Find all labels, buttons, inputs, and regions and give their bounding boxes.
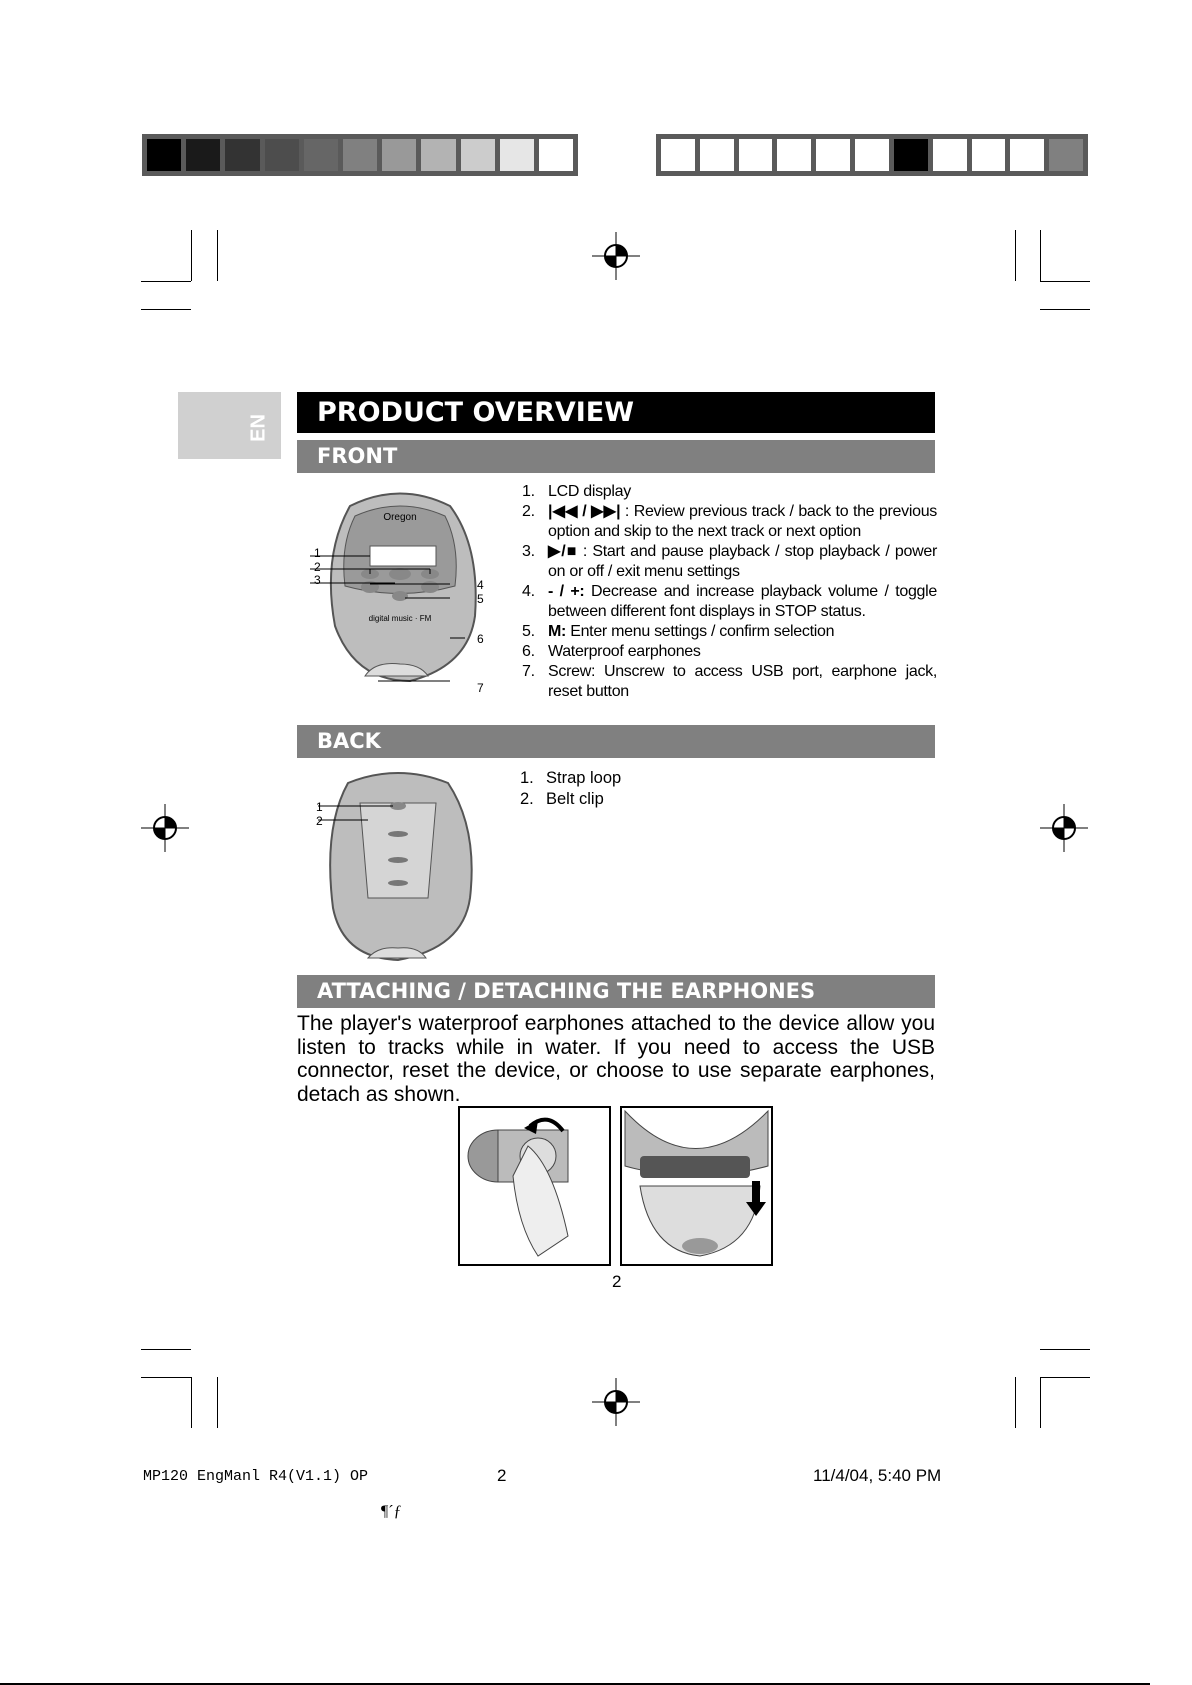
item-key: M: bbox=[548, 623, 567, 640]
list-item bbox=[522, 542, 937, 582]
front-feature-list bbox=[522, 482, 937, 702]
callout-5: 5 bbox=[477, 592, 484, 606]
item-text: : Review previous track / back to the previous option and skip to the next track or next option bbox=[548, 503, 937, 540]
color-swatch bbox=[500, 139, 534, 171]
item-text: Strap loop bbox=[546, 769, 622, 787]
item-key: - / +: bbox=[548, 583, 585, 600]
back-device-illustration bbox=[318, 768, 478, 966]
item-number: 1. bbox=[522, 483, 535, 500]
list-item bbox=[522, 502, 937, 542]
item-text: Enter menu settings / confirm selection bbox=[566, 623, 835, 640]
color-swatch bbox=[972, 139, 1006, 171]
detach-earphone-illustration bbox=[458, 1106, 611, 1266]
color-swatch bbox=[816, 139, 850, 171]
registration-mark-icon bbox=[1038, 802, 1090, 854]
list-item bbox=[522, 482, 937, 502]
open-device-illustration bbox=[620, 1106, 773, 1266]
control-icon: |◀◀ / ▶▶| bbox=[548, 503, 621, 520]
item-number: 2. bbox=[520, 790, 534, 808]
footer-filename: MP120 EngManl R4(V1.1) OP bbox=[143, 1468, 369, 1485]
item-text: Waterproof earphones bbox=[548, 643, 701, 660]
language-tab bbox=[178, 392, 281, 459]
page-title: PRODUCT OVERVIEW bbox=[297, 392, 935, 433]
callout-3: 3 bbox=[314, 573, 321, 587]
footer-page: 2 bbox=[497, 1466, 507, 1485]
item-text: Belt clip bbox=[546, 790, 604, 808]
back-heading: BACK bbox=[297, 725, 935, 758]
item-number: 6. bbox=[522, 643, 535, 660]
color-swatch bbox=[539, 139, 573, 171]
earphones-paragraph: The player's waterproof earphones attached to the device allow you listen to tracks while in water. If you need to access the USB connector, reset the device, or choose to use separate earphones, detach as shown. bbox=[297, 1012, 935, 1106]
list-item bbox=[522, 642, 937, 662]
callout-1: 1 bbox=[314, 546, 321, 560]
item-text: : Start and pause playback / stop playback / power on or off / exit menu settings bbox=[548, 543, 937, 580]
callout-1: 1 bbox=[316, 800, 323, 814]
registration-mark-icon bbox=[139, 802, 191, 854]
color-swatch bbox=[225, 139, 259, 171]
list-item bbox=[522, 582, 937, 622]
callout-4: 4 bbox=[477, 578, 484, 592]
callout-6: 6 bbox=[477, 632, 484, 646]
brand-logo: Oregon bbox=[383, 512, 417, 523]
item-number: 5. bbox=[522, 623, 535, 640]
registration-mark-icon bbox=[590, 230, 642, 282]
list-item bbox=[520, 789, 933, 810]
callout-2: 2 bbox=[314, 559, 321, 574]
control-icon: ▶/■ bbox=[548, 543, 578, 560]
front-heading: FRONT bbox=[297, 440, 935, 473]
item-number: 2. bbox=[522, 503, 535, 520]
item-number: 7. bbox=[522, 663, 535, 680]
color-swatch bbox=[700, 139, 734, 171]
color-swatch bbox=[894, 139, 928, 171]
item-text: Decrease and increase playback volume / toggle between different font displays in STOP status. bbox=[548, 583, 937, 620]
list-item bbox=[522, 622, 937, 642]
color-swatch bbox=[855, 139, 889, 171]
color-swatch bbox=[739, 139, 773, 171]
device-label: digital music · FM bbox=[368, 614, 432, 623]
color-swatch bbox=[421, 139, 455, 171]
item-number: 4. bbox=[522, 583, 535, 600]
item-text: LCD display bbox=[548, 483, 631, 500]
footer-timestamp: 11/4/04, 5:40 PM bbox=[813, 1466, 942, 1485]
callout-7: 7 bbox=[477, 681, 484, 695]
list-item bbox=[522, 662, 937, 702]
front-callouts-left bbox=[314, 547, 321, 588]
color-swatch bbox=[661, 139, 695, 171]
color-swatch bbox=[304, 139, 338, 171]
color-swatch bbox=[343, 139, 377, 171]
color-calibration-bar-left bbox=[142, 134, 578, 176]
list-item bbox=[520, 768, 933, 789]
color-swatch bbox=[186, 139, 220, 171]
registration-mark-icon bbox=[590, 1376, 642, 1428]
front-device-illustration bbox=[310, 486, 490, 692]
item-text: Screw: Unscrew to access USB port, earphone jack, reset button bbox=[548, 663, 937, 700]
earphones-heading: ATTACHING / DETACHING THE EARPHONES bbox=[297, 975, 935, 1008]
page-number: 2 bbox=[612, 1272, 622, 1291]
back-callouts bbox=[316, 800, 323, 828]
item-number: 3. bbox=[522, 543, 535, 560]
color-swatch bbox=[1049, 139, 1083, 171]
callout-2: 2 bbox=[316, 814, 323, 828]
item-number: 1. bbox=[520, 769, 534, 787]
color-swatch bbox=[265, 139, 299, 171]
color-swatch bbox=[147, 139, 181, 171]
color-swatch bbox=[382, 139, 416, 171]
color-swatch bbox=[933, 139, 967, 171]
back-feature-list bbox=[520, 768, 933, 810]
color-swatch bbox=[461, 139, 495, 171]
color-swatch bbox=[1010, 139, 1044, 171]
footer-garbled-text: ¶´ƒ bbox=[381, 1503, 402, 1520]
language-label: EN bbox=[247, 414, 270, 442]
color-swatch bbox=[777, 139, 811, 171]
color-calibration-bar-right bbox=[656, 134, 1088, 176]
